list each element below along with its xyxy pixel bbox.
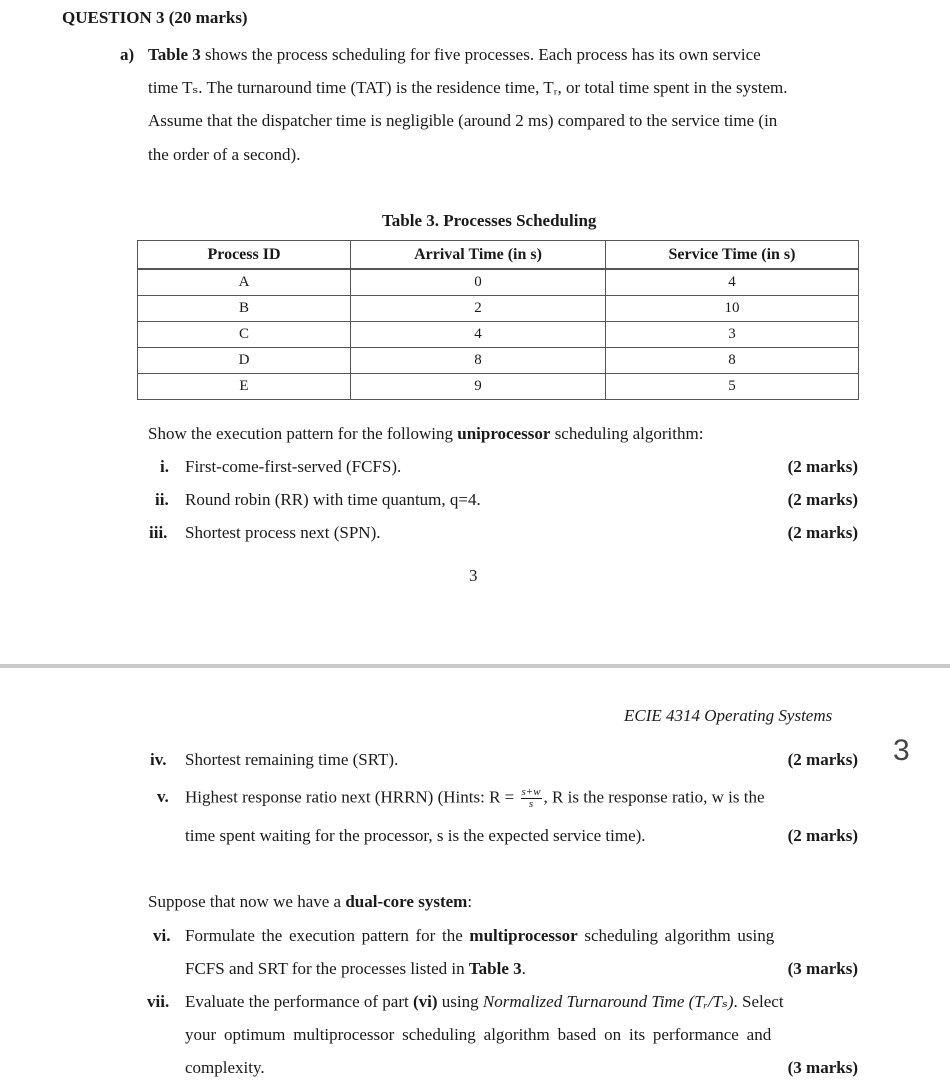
dual-post: : bbox=[467, 892, 473, 911]
page-number: 3 bbox=[469, 566, 478, 585]
intro-post: scheduling algorithm: bbox=[550, 424, 704, 443]
table-header-row bbox=[138, 241, 859, 270]
table-row bbox=[138, 269, 859, 296]
cell-service-time: 8 bbox=[606, 348, 859, 374]
vii-line1-mid: using bbox=[437, 992, 483, 1011]
table-ref: Table 3 bbox=[148, 45, 201, 64]
item-vi-num: vi. bbox=[153, 926, 171, 945]
vii-line1-formula: (Tᵣ/Tₛ) bbox=[684, 992, 734, 1011]
fraction-denominator: s bbox=[528, 798, 534, 810]
item-ii-text: Round robin (RR) with time quantum, q=4. bbox=[185, 490, 481, 509]
cell-service-time: 4 bbox=[606, 269, 859, 296]
item-vii-line-1 bbox=[185, 992, 784, 1012]
item-iii-num: iii. bbox=[149, 523, 168, 542]
side-page-number: 3 bbox=[893, 734, 910, 767]
item-ii-marks: (2 marks) bbox=[787, 490, 858, 509]
item-v-line-1 bbox=[185, 787, 765, 810]
part-a-line-2: time Tₛ. The turnaround time (TAT) is the residence time, Tᵣ, or total time spent in the system. bbox=[148, 78, 788, 97]
vii-line1-post: . Select bbox=[733, 992, 784, 1011]
dual-core-intro bbox=[148, 892, 472, 912]
cell-service-time: 10 bbox=[606, 296, 859, 322]
item-vii-marks: (3 marks) bbox=[787, 1058, 858, 1077]
cell-arrival-time: 8 bbox=[351, 348, 606, 374]
cell-arrival-time: 9 bbox=[351, 374, 606, 400]
table-caption: Table 3. Processes Scheduling bbox=[382, 211, 597, 230]
intro-bold: uniprocessor bbox=[457, 424, 551, 443]
part-a-label: a) bbox=[120, 45, 135, 64]
part-a-line-4: the order of a second). bbox=[148, 145, 301, 164]
vii-line1-pre: Evaluate the performance of part bbox=[185, 992, 413, 1011]
vi-line1-post: scheduling algorithm using bbox=[577, 926, 775, 945]
process-table bbox=[137, 240, 859, 400]
table-row bbox=[138, 348, 859, 374]
cell-service-time: 5 bbox=[606, 374, 859, 400]
course-header: ECIE 4314 Operating Systems bbox=[624, 706, 833, 725]
dual-pre: Suppose that now we have a bbox=[148, 892, 346, 911]
cell-arrival-time: 4 bbox=[351, 322, 606, 348]
vi-line2-post: . bbox=[521, 959, 526, 978]
page-2 bbox=[0, 668, 950, 1080]
item-v-line-2: time spent waiting for the processor, s is the expected service time). bbox=[185, 826, 646, 845]
item-vii-line-3: complexity. bbox=[185, 1058, 265, 1077]
item-vii-num: vii. bbox=[147, 992, 170, 1011]
item-v-marks: (2 marks) bbox=[787, 826, 858, 845]
item-i-marks: (2 marks) bbox=[787, 457, 858, 476]
part-a-line-1 bbox=[148, 45, 761, 65]
cell-process-id: D bbox=[138, 348, 351, 374]
item-i-num: i. bbox=[160, 457, 169, 476]
fraction-numerator: s+w bbox=[521, 786, 541, 798]
question-title: QUESTION 3 (20 marks) bbox=[62, 8, 248, 27]
cell-process-id: B bbox=[138, 296, 351, 322]
part-a-line-3: Assume that the dispatcher time is negligible (around 2 ms) compared to the service time (in bbox=[148, 111, 778, 130]
cell-process-id: E bbox=[138, 374, 351, 400]
item-iii-marks: (2 marks) bbox=[787, 523, 858, 542]
cell-arrival-time: 2 bbox=[351, 296, 606, 322]
item-v-num: v. bbox=[157, 787, 169, 806]
item-iv-marks: (2 marks) bbox=[787, 750, 858, 769]
item-iv-num: iv. bbox=[150, 750, 167, 769]
item-v-text-pre: Highest response ratio next (HRRN) (Hints: R = bbox=[185, 787, 519, 807]
table-row bbox=[138, 374, 859, 400]
cell-service-time: 3 bbox=[606, 322, 859, 348]
cell-process-id: C bbox=[138, 322, 351, 348]
part-a-line-1-text: shows the process scheduling for five processes. Each process has its own service bbox=[200, 45, 761, 64]
cell-process-id: A bbox=[138, 269, 351, 296]
header-process-id: Process ID bbox=[138, 241, 351, 270]
vii-line1-bold: (vi) bbox=[412, 992, 438, 1011]
item-iii-text: Shortest process next (SPN). bbox=[185, 523, 381, 542]
item-iv-text: Shortest remaining time (SRT). bbox=[185, 750, 399, 769]
intro-pre: Show the execution pattern for the following bbox=[148, 424, 458, 443]
item-vi-marks: (3 marks) bbox=[787, 959, 858, 978]
intro-text bbox=[148, 424, 703, 444]
header-service-time: Service Time (in s) bbox=[606, 241, 859, 270]
vi-line1-bold: multiprocessor bbox=[469, 926, 578, 945]
header-arrival-time: Arrival Time (in s) bbox=[351, 241, 606, 270]
item-i-text: First-come-first-served (FCFS). bbox=[185, 457, 402, 476]
dual-bold: dual-core system bbox=[345, 892, 468, 911]
response-ratio-fraction bbox=[521, 787, 542, 810]
vii-line1-italic: Normalized Turnaround Time bbox=[482, 992, 685, 1011]
item-vii-line-2: your optimum multiprocessor scheduling algorithm based on its performance and bbox=[185, 1025, 772, 1044]
cell-arrival-time: 0 bbox=[351, 269, 606, 296]
table-row bbox=[138, 322, 859, 348]
item-vi-line-1 bbox=[185, 926, 774, 946]
item-v-text-post: , R is the response ratio, w is the bbox=[543, 787, 765, 807]
vi-line2-pre: FCFS and SRT for the processes listed in bbox=[185, 959, 469, 978]
vi-line2-bold: Table 3 bbox=[468, 959, 522, 978]
vi-line1-pre: Formulate the execution pattern for the bbox=[185, 926, 470, 945]
table-row bbox=[138, 296, 859, 322]
item-ii-num: ii. bbox=[155, 490, 169, 509]
item-vi-line-2 bbox=[185, 959, 526, 979]
